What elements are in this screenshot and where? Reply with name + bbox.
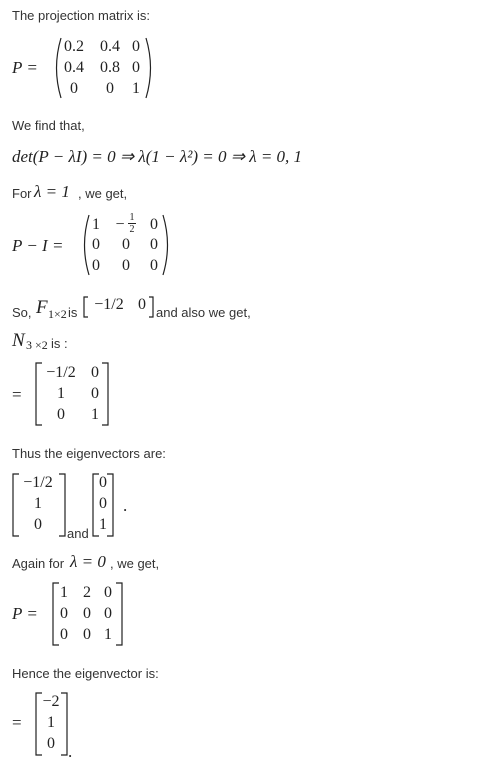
n-subscript: 3 ×2 bbox=[26, 338, 48, 352]
cell: 1 bbox=[132, 80, 140, 97]
cell: 0 bbox=[99, 474, 107, 491]
cell: 0 bbox=[83, 605, 91, 622]
lambda-one: λ = 1 bbox=[34, 182, 70, 201]
cell: 1 bbox=[60, 584, 68, 601]
cell: 0 bbox=[57, 406, 65, 423]
cell: 0.4 bbox=[100, 38, 120, 55]
cell: 0 bbox=[60, 626, 68, 643]
cell: 0 bbox=[104, 605, 112, 622]
so-text: So, bbox=[12, 305, 32, 320]
right-paren bbox=[145, 37, 155, 99]
we-get-text: , we get, bbox=[78, 186, 128, 201]
we-get-text-2: , we get, bbox=[110, 556, 160, 571]
right-bracket bbox=[115, 582, 123, 646]
for-label: For bbox=[12, 186, 32, 201]
minus-sign: − bbox=[115, 216, 125, 233]
cell: 0 bbox=[150, 257, 158, 274]
is-colon-text: is : bbox=[51, 336, 68, 351]
cell: 0 bbox=[60, 605, 68, 622]
det-equation: det(P − λI) = 0 ⇒ λ(1 − λ²) = 0 ⇒ λ = 0, 1 bbox=[12, 147, 303, 166]
cell: 0 bbox=[122, 236, 130, 253]
lambda-zero: λ = 0 bbox=[70, 552, 106, 571]
cell: 0 bbox=[132, 59, 140, 76]
equals: = bbox=[12, 385, 22, 404]
intro-text: The projection matrix is: bbox=[12, 8, 150, 23]
is-text: is bbox=[68, 305, 78, 320]
cell: 0 bbox=[132, 38, 140, 55]
cell: −1/2 bbox=[23, 474, 53, 491]
cell: 0 bbox=[91, 364, 99, 381]
cell: 0 bbox=[150, 216, 158, 233]
cell: 1 bbox=[34, 495, 42, 512]
thus-text: Thus the eigenvectors are: bbox=[12, 446, 166, 461]
equals-2: = bbox=[12, 713, 22, 732]
cell: 0 bbox=[92, 257, 100, 274]
cell: 0.8 bbox=[100, 59, 120, 76]
cell: 1 bbox=[91, 406, 99, 423]
f-symbol: F bbox=[36, 297, 48, 318]
cell: 0 bbox=[34, 516, 42, 533]
fraction-numerator: 1 bbox=[129, 212, 135, 223]
cell: −2 bbox=[42, 693, 60, 710]
cell: 0 bbox=[92, 236, 100, 253]
cell: 0.4 bbox=[64, 59, 84, 76]
cell: 1 bbox=[104, 626, 112, 643]
cell: 0.2 bbox=[64, 38, 84, 55]
f-entry: 0 bbox=[138, 296, 146, 313]
cell: 2 bbox=[83, 584, 91, 601]
cell: 0 bbox=[83, 626, 91, 643]
cell: 0 bbox=[106, 80, 114, 97]
cell: 0 bbox=[150, 236, 158, 253]
cell: 0 bbox=[91, 385, 99, 402]
right-bracket bbox=[58, 473, 66, 537]
cell: −1/2 bbox=[46, 364, 76, 381]
cell: 0 bbox=[99, 495, 107, 512]
f-entry: −1/2 bbox=[94, 296, 124, 313]
f-subscript: 1×2 bbox=[48, 307, 67, 321]
again-for-text: Again for bbox=[12, 556, 65, 571]
period-2: . bbox=[68, 742, 73, 761]
and-text: and bbox=[67, 526, 89, 541]
find-text: We find that, bbox=[12, 118, 85, 133]
cell: 0 bbox=[47, 735, 55, 752]
period: . bbox=[123, 496, 128, 515]
cell: 0 bbox=[70, 80, 78, 97]
cell: 1 bbox=[57, 385, 65, 402]
p-equals-2: P = bbox=[12, 604, 38, 623]
cell: 1 bbox=[47, 714, 55, 731]
fraction-denominator: 2 bbox=[129, 224, 135, 235]
cell: 1 bbox=[92, 216, 100, 233]
right-paren bbox=[162, 214, 172, 276]
and-also-text: and also we get, bbox=[156, 305, 251, 320]
p-minus-i-equals: P − I = bbox=[12, 236, 64, 255]
cell: 0 bbox=[104, 584, 112, 601]
right-bracket bbox=[101, 362, 109, 426]
p-equals: P = bbox=[12, 58, 38, 77]
cell: 0 bbox=[122, 257, 130, 274]
hence-text: Hence the eigenvector is: bbox=[12, 666, 159, 681]
n-symbol: N bbox=[12, 330, 25, 351]
cell: 1 bbox=[99, 516, 107, 533]
right-bracket bbox=[148, 296, 154, 318]
